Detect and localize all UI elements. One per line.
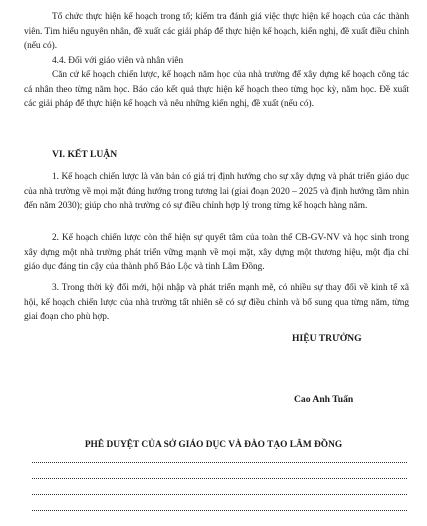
signer-title: HIỆU TRƯỞNG <box>292 333 362 344</box>
section-4-4-heading: 4.4. Đối với giáo viên và nhân viên <box>52 56 184 66</box>
approval-dotted-line <box>32 494 407 495</box>
paragraph-team-tasks: Tổ chức thực hiện kế hoạch trong tổ; kiểm tra đánh giá việc thực hiện kế hoạch của các thành viên. Tìm hiểu nguyên nhân, đề xuất các giải pháp để thực hiện kế hoạch, kiến nghị, đề xuất điều chỉnh (nếu có). <box>24 12 409 52</box>
approval-dotted-line <box>32 478 407 479</box>
conclusion-item-3: 3. Trong thời kỳ đổi mới, hội nhập và phát triển mạnh mẽ, có nhiều sự thay đổi về kinh tế xã hội, kế hoạch chiến lược của nhà trường tất nhiên sẽ có sự điều chỉnh và bổ sung qua từng năm, từng giai đoạn cho phù hợp. <box>24 283 409 323</box>
conclusion-item-1: 1. Kế hoạch chiến lược là văn bản có giá trị định hướng cho sự xây dựng và phát triển giáo dục của nhà trường về mọi mặt đúng hướng trong tương lai (giai đoạn 2020 – 2025 và định hướng tầm nhìn đến năm 2030); giúp cho nhà trường có sự điều chỉnh hợp lý trong từng kế hoạch hàng năm. <box>24 172 409 212</box>
paragraph-teachers-staff: Căn cứ kế hoạch chiến lược, kế hoạch năm học của nhà trường để xây dựng kế hoạch công tác cá nhân theo từng năm học. Báo cáo kết quả thực hiện kế hoạch theo từng học kỳ, năm học. Đề xuất các giải pháp để thực hiện kế hoạch và nêu những kiến nghị, đề xuất (nếu có). <box>24 70 409 110</box>
approval-dotted-line <box>32 462 407 463</box>
signer-name: Cao Anh Tuấn <box>294 394 354 405</box>
approval-dotted-line <box>32 510 407 511</box>
conclusion-heading: VI. KẾT LUẬN <box>52 149 118 160</box>
approval-heading: PHÊ DUYỆT CỦA SỞ GIÁO DỤC VÀ ĐÀO TẠO LÂM ĐỒNG <box>84 440 343 450</box>
conclusion-item-2: 2. Kế hoạch chiến lược còn thể hiện sự quyết tâm của toàn thể CB-GV-NV và học sinh trong xây dựng một nhà trường phát triển vững mạnh về mọi mặt, xây dựng một thương hiệu, một địa chỉ giáo dục đáng tin cậy của thành phố Bảo Lộc và tỉnh Lâm Đồng. <box>24 233 409 273</box>
